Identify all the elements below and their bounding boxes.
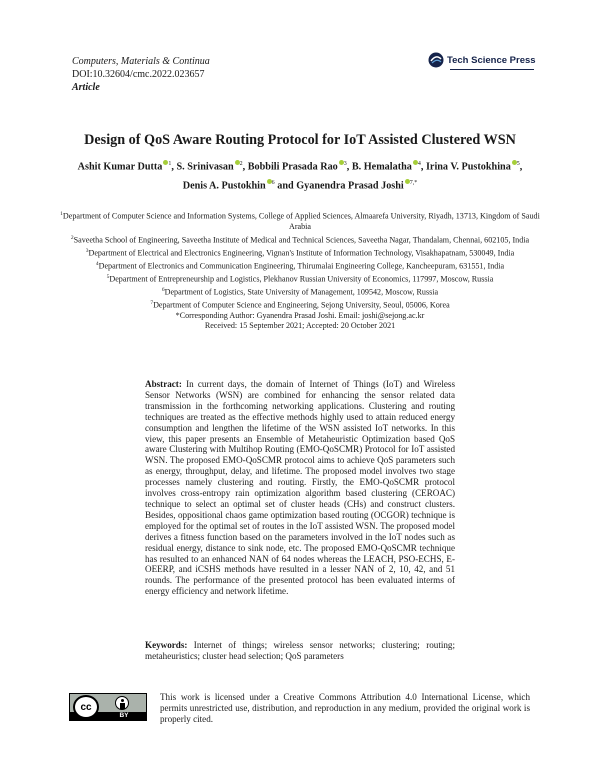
affiliation-number: 5 bbox=[106, 273, 110, 280]
affiliation-number: 7 bbox=[150, 299, 154, 306]
journal-name: Computers, Materials & Continua bbox=[72, 56, 210, 67]
affiliation-item bbox=[60, 209, 540, 233]
author-superscript: 2 bbox=[239, 161, 243, 167]
keywords-label: Keywords: bbox=[145, 640, 188, 650]
license-text: This work is licensed under a Creative Commons Attribution 4.0 International License, which permits unrestricted use, distribution, and reproduction in any medium, provided the original work is properly cited. bbox=[160, 692, 530, 724]
author-separator: and bbox=[274, 180, 297, 192]
author-superscript: 3 bbox=[343, 161, 347, 167]
abstract-label: Abstract: bbox=[145, 379, 182, 389]
author-separator: , bbox=[346, 161, 352, 173]
keywords-text: Internet of things; wireless sensor networks; clustering; routing; metaheuristics; cluster head selection; QoS parameters bbox=[145, 640, 455, 661]
author-name: Bobbili Prasada Rao bbox=[247, 161, 338, 173]
tech-science-press-logo-icon bbox=[428, 52, 444, 68]
attribution-person-icon bbox=[115, 696, 129, 710]
publisher-name: Tech Science Press bbox=[447, 54, 536, 66]
cc-logo-icon bbox=[73, 695, 99, 719]
publisher-brand bbox=[428, 52, 536, 68]
affiliation-text: Department of Computer Science and Information Systems, College of Applied Sciences, Almaarefa University, Riyadh, 13713, Kingdom of Saudi Arabia bbox=[62, 211, 540, 232]
author-name: Ashit Kumar Dutta bbox=[77, 161, 163, 173]
affiliation-item bbox=[60, 272, 540, 285]
abstract bbox=[145, 379, 455, 597]
doi-link[interactable]: DOI:10.32604/cmc.2022.023657 bbox=[72, 69, 205, 80]
author-separator: , bbox=[171, 161, 177, 173]
affiliation-text: Saveetha School of Engineering, Saveetha Institute of Medical and Technical Sciences, Saveetha Nagar, Thandalam, Chennai, 602105, India bbox=[73, 235, 530, 245]
journal-header bbox=[72, 55, 210, 94]
affiliation-text: Department of Entrepreneurship and Logistics, Plekhanov Russian University of Economics, 117997, Moscow, Russia bbox=[109, 274, 494, 284]
affiliation-number: 6 bbox=[161, 286, 165, 293]
cc-by-license-badge[interactable] bbox=[69, 693, 147, 721]
author-separator: , bbox=[420, 161, 426, 173]
paper-title: Design of QoS Aware Routing Protocol for IoT Assisted Clustered WSN bbox=[84, 132, 516, 148]
author-list bbox=[70, 156, 530, 195]
author-name: Denis A. Pustokhin bbox=[182, 180, 266, 192]
author-superscript: 7,* bbox=[409, 180, 418, 187]
affiliation-text: Department of Logistics, State University of Management, 109542, Moscow, Russia bbox=[164, 287, 439, 297]
affiliation-number: 4 bbox=[95, 260, 99, 267]
author-superscript: 1 bbox=[168, 161, 172, 167]
affiliation-number: 2 bbox=[70, 234, 74, 241]
affiliation-text: Department of Electronics and Communication Engineering, Thirumalai Engineering College, Kancheepuram, 631551, India bbox=[98, 261, 505, 271]
affiliation-number: 3 bbox=[85, 247, 89, 254]
affiliation-number: 1 bbox=[60, 211, 63, 217]
article-type: Article bbox=[72, 82, 100, 93]
author-separator: , bbox=[519, 161, 523, 173]
author-separator: , bbox=[242, 161, 248, 173]
affiliation-item bbox=[60, 298, 540, 311]
publisher-underline bbox=[450, 69, 534, 70]
corresponding-author: *Corresponding Author: Gyanendra Prasad Joshi. Email: joshi@sejong.ac.kr bbox=[175, 311, 425, 321]
keywords bbox=[145, 640, 455, 662]
author-name: B. Hemalatha bbox=[351, 161, 412, 173]
affiliation-list bbox=[60, 209, 540, 311]
author-superscript: 4 bbox=[417, 161, 421, 167]
affiliation-text: Department of Electrical and Electronics Engineering, Vignan's Institute of Information Technology, Visakhapatnam, 530049, India bbox=[88, 248, 515, 258]
author-name: Irina V. Pustokhina bbox=[425, 161, 511, 173]
affiliation-item bbox=[60, 259, 540, 272]
by-label: BY bbox=[119, 712, 129, 719]
author-name: Gyanendra Prasad Joshi bbox=[296, 180, 404, 192]
affiliation-item bbox=[60, 233, 540, 246]
received-dates: Received: 15 September 2021; Accepted: 20 October 2021 bbox=[204, 321, 396, 331]
affiliation-item bbox=[60, 246, 540, 259]
abstract-text: In current days, the domain of Internet of Things (IoT) and Wireless Sensor Networks (WSN) are combined for enhancing the sensor related data transmission in the forthcoming networking applications. Clustering and routing techniques are treated as the effective methods highly used to attain reduced energy consumption and lengthen the lifetime of the WSN assisted IoT networks. In this view, this paper presents an Ensemble of Metaheuristic Optimization based QoS aware Clustering with Multihop Routing (EMO-QoSCMR) Protocol for IoT assisted WSN. The proposed EMO-QoSCMR protocol aims to achieve QoS parameters such as energy, throughput, delay, and lifetime. The proposed model involves two stage processes namely clustering and routing. Firstly, the EMO-QoSCMR protocol involves cross-entropy rain optimization algorithm based clustering (CEROAC) technique to select an optimal set of cluster heads (CHs) and construct clusters. Besides, oppositional chaos game optimization based routing (OCGOR) technique is employed for the optimal set of routes in the IoT assisted WSN. The proposed model derives a fitness function based on the parameters involved in the IoT nodes such as residual energy, distance to sink node, etc. The proposed EMO-QoSCMR technique has resulted to an enhanced NAN of 64 nodes whereas the LEACH, PSO-ECHS, E-OEERP, and iCSHS methods have resulted in a lesser NAN of 2, 10, 42, and 51 rounds. The performance of the presented protocol has been evaluated interms of energy efficiency and network lifetime. bbox=[145, 379, 455, 597]
author-name: S. Srinivasan bbox=[176, 161, 234, 173]
affiliations bbox=[60, 209, 540, 332]
author-superscript: 6 bbox=[271, 180, 275, 187]
affiliation-text: Department of Computer Science and Engineering, Sejong University, Seoul, 05006, Korea bbox=[153, 300, 450, 310]
affiliation-item bbox=[60, 285, 540, 298]
author-superscript: 5 bbox=[516, 161, 520, 167]
cc-logo-text: cc bbox=[80, 701, 92, 713]
